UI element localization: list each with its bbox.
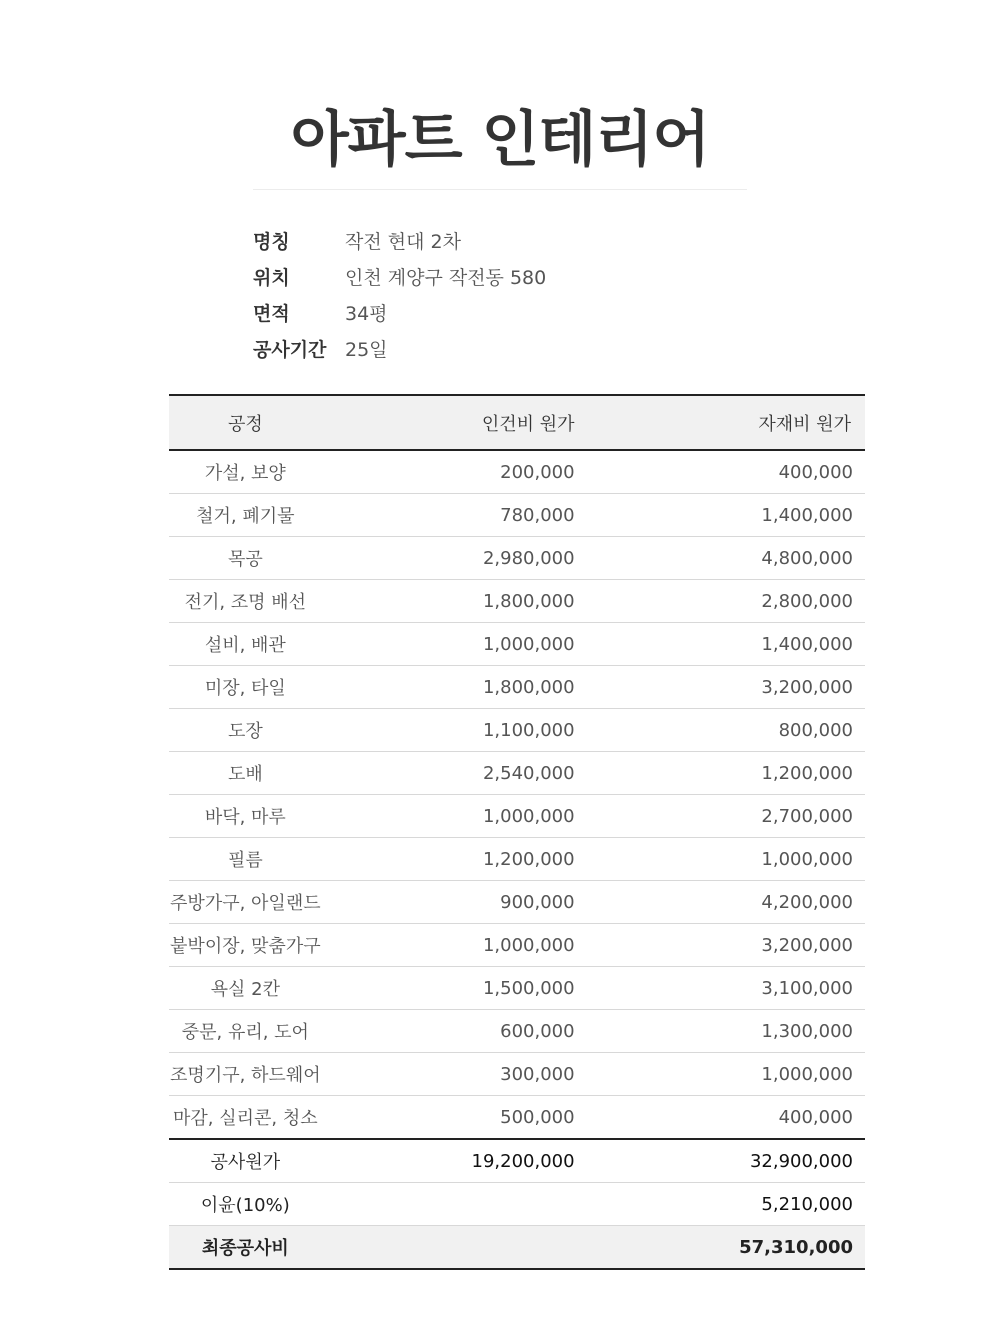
labor-cost: 1,200,000: [322, 838, 575, 881]
table-row: [169, 795, 865, 838]
process-name: 설비, 배관: [169, 623, 322, 666]
page-title: 아파트 인테리어: [290, 105, 710, 175]
labor-cost: 1,800,000: [322, 580, 575, 623]
cost-table: [169, 394, 865, 1270]
info-label: 명칭: [253, 230, 290, 253]
table-row: [169, 666, 865, 709]
material-cost: 2,700,000: [575, 795, 865, 838]
info-row-location: [253, 258, 546, 294]
labor-cost: 1,000,000: [322, 623, 575, 666]
table-row: [169, 450, 865, 494]
process-name: 전기, 조명 배선: [169, 580, 322, 623]
process-name: 조명기구, 하드웨어: [169, 1053, 322, 1096]
project-info: [253, 222, 546, 366]
table-row: [169, 1053, 865, 1096]
process-name: 욕실 2칸: [169, 967, 322, 1010]
labor-cost: 1,000,000: [322, 924, 575, 967]
process-name: 필름: [169, 838, 322, 881]
material-cost: 1,300,000: [575, 1010, 865, 1053]
header-material-cost: 자재비 원가: [575, 395, 865, 450]
grand-total-row-label: 최종공사비: [169, 1226, 322, 1270]
table-row: [169, 494, 865, 537]
process-name: 마감, 실리콘, 청소: [169, 1096, 322, 1140]
subtotal-row-material: 32,900,000: [575, 1139, 865, 1183]
material-cost: 1,400,000: [575, 623, 865, 666]
table-row: [169, 838, 865, 881]
material-cost: 4,200,000: [575, 881, 865, 924]
table-row: [169, 924, 865, 967]
labor-cost: 1,100,000: [322, 709, 575, 752]
labor-cost: 780,000: [322, 494, 575, 537]
process-name: 목공: [169, 537, 322, 580]
material-cost: 1,400,000: [575, 494, 865, 537]
profit-row-material: 5,210,000: [575, 1183, 865, 1226]
process-name: 도장: [169, 709, 322, 752]
labor-cost: 2,980,000: [322, 537, 575, 580]
info-row-name: [253, 222, 546, 258]
labor-cost: 500,000: [322, 1096, 575, 1140]
table-row: [169, 537, 865, 580]
subtotal-row: [169, 1139, 865, 1183]
process-name: 주방가구, 아일랜드: [169, 881, 322, 924]
subtotal-row-label: 공사원가: [169, 1139, 322, 1183]
labor-cost: 2,540,000: [322, 752, 575, 795]
grand-total-row-material: 57,310,000: [575, 1226, 865, 1270]
info-row-duration: [253, 330, 546, 366]
header-process: 공정: [169, 395, 322, 450]
info-label: 면적: [253, 302, 290, 325]
material-cost: 800,000: [575, 709, 865, 752]
info-label: 공사기간: [253, 338, 327, 361]
subtotal-row-labor: 19,200,000: [322, 1139, 575, 1183]
title-divider: [253, 189, 747, 190]
info-value: 34평: [345, 302, 388, 325]
profit-row-labor: [322, 1183, 575, 1226]
table-row: [169, 881, 865, 924]
table-row: [169, 1010, 865, 1053]
process-name: 미장, 타일: [169, 666, 322, 709]
material-cost: 2,800,000: [575, 580, 865, 623]
material-cost: 400,000: [575, 450, 865, 494]
info-row-area: [253, 294, 546, 330]
material-cost: 400,000: [575, 1096, 865, 1140]
profit-row-label: 이윤(10%): [169, 1183, 322, 1226]
info-value: 작전 현대 2차: [345, 230, 461, 253]
material-cost: 1,000,000: [575, 838, 865, 881]
table-row: [169, 623, 865, 666]
material-cost: 3,200,000: [575, 924, 865, 967]
process-name: 바닥, 마루: [169, 795, 322, 838]
grand-total-row-labor: [322, 1226, 575, 1270]
grand-total-row: [169, 1226, 865, 1270]
labor-cost: 1,500,000: [322, 967, 575, 1010]
labor-cost: 1,800,000: [322, 666, 575, 709]
labor-cost: 200,000: [322, 450, 575, 494]
header-labor-cost: 인건비 원가: [322, 395, 575, 450]
info-label: 위치: [253, 266, 290, 289]
process-name: 철거, 폐기물: [169, 494, 322, 537]
process-name: 붙박이장, 맞춤가구: [169, 924, 322, 967]
table-row: [169, 709, 865, 752]
material-cost: 4,800,000: [575, 537, 865, 580]
info-value: 25일: [345, 338, 388, 361]
cost-table-body: [169, 450, 865, 1269]
table-row: [169, 752, 865, 795]
table-row: [169, 967, 865, 1010]
process-name: 중문, 유리, 도어: [169, 1010, 322, 1053]
table-row: [169, 1096, 865, 1140]
table-header-row: [169, 395, 865, 450]
labor-cost: 600,000: [322, 1010, 575, 1053]
table-row: [169, 580, 865, 623]
profit-row: [169, 1183, 865, 1226]
material-cost: 1,000,000: [575, 1053, 865, 1096]
process-name: 가설, 보양: [169, 450, 322, 494]
labor-cost: 300,000: [322, 1053, 575, 1096]
material-cost: 3,200,000: [575, 666, 865, 709]
process-name: 도배: [169, 752, 322, 795]
labor-cost: 900,000: [322, 881, 575, 924]
material-cost: 1,200,000: [575, 752, 865, 795]
labor-cost: 1,000,000: [322, 795, 575, 838]
info-value: 인천 계양구 작전동 580: [345, 266, 547, 289]
material-cost: 3,100,000: [575, 967, 865, 1010]
